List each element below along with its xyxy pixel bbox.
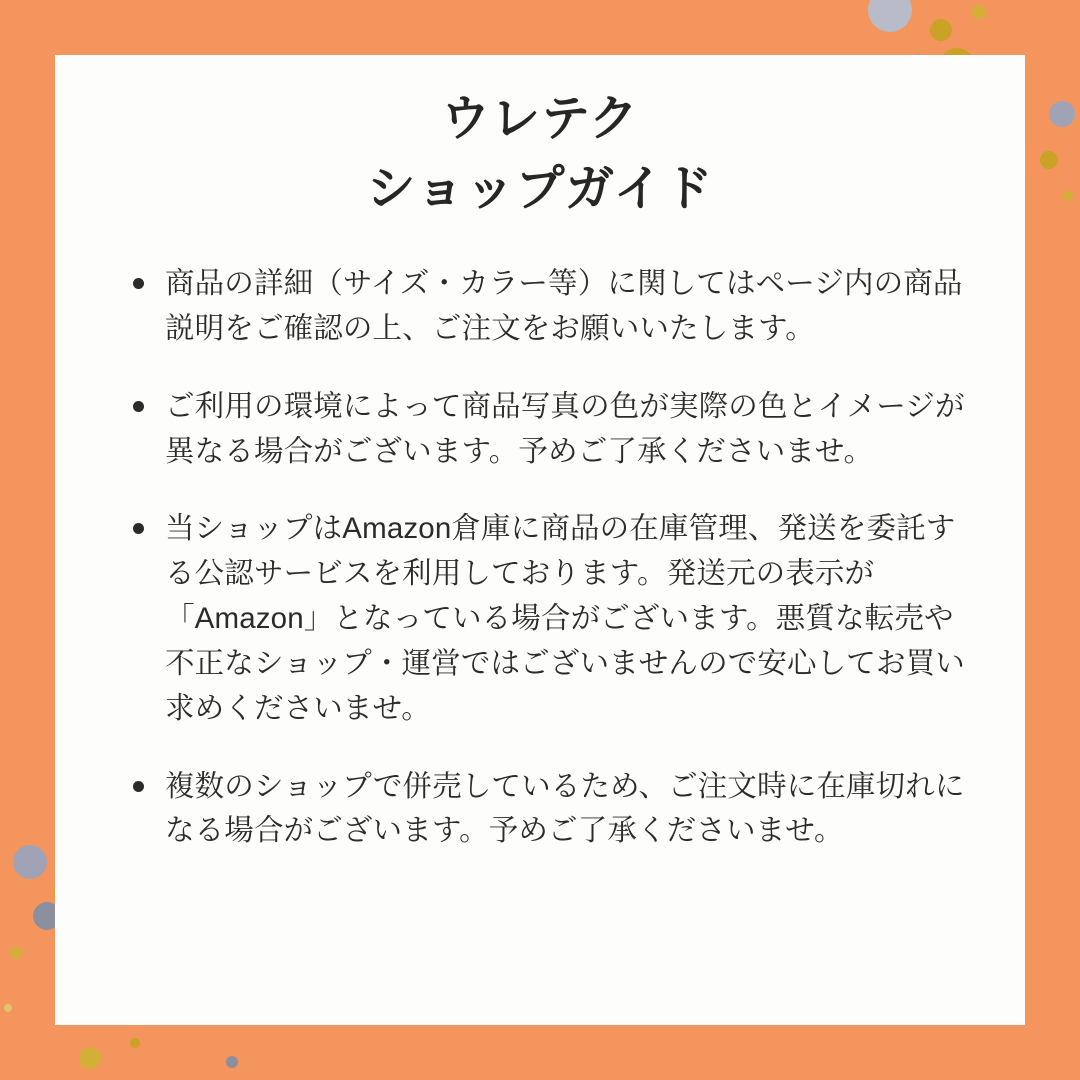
confetti-dot bbox=[4, 1004, 12, 1012]
guide-card bbox=[55, 55, 1025, 1025]
confetti-dot bbox=[1040, 151, 1058, 169]
confetti-dot bbox=[868, 0, 912, 32]
confetti-dot bbox=[930, 19, 952, 41]
list-item: ご利用の環境によって商品写真の色が実際の色とイメージが異なる場合がございます。予めご了承くださいませ。 bbox=[123, 385, 967, 475]
confetti-dot bbox=[10, 947, 22, 959]
confetti-dot bbox=[130, 1038, 140, 1048]
list-item: 複数のショップで併売しているため、ご注文時に在庫切れになる場合がございます。予めご了承くださいませ。 bbox=[123, 765, 967, 855]
title-line-1: ウレテク bbox=[441, 92, 639, 146]
list-item: 商品の詳細（サイズ・カラー等）に関してはページ内の商品説明をご確認の上、ご注文をお願いいたします。 bbox=[123, 262, 967, 352]
list-item: 当ショップはAmazon倉庫に商品の在庫管理、発送を委託する公認サービスを利用しております。発送元の表示が「Amazon」となっている場合がございます。悪質な転売や不正なショップ・運営ではございませんので安心してお買い求めくださいませ。 bbox=[123, 507, 967, 731]
confetti-dot bbox=[972, 5, 986, 19]
confetti-dot bbox=[79, 1047, 101, 1069]
confetti-dot bbox=[1063, 191, 1073, 201]
confetti-dot bbox=[13, 845, 47, 879]
notes-list bbox=[55, 224, 1025, 854]
confetti-dot bbox=[1049, 101, 1075, 127]
title-line-2: ショップガイド bbox=[366, 161, 714, 216]
page-title bbox=[55, 55, 1025, 224]
confetti-dot bbox=[226, 1056, 238, 1068]
